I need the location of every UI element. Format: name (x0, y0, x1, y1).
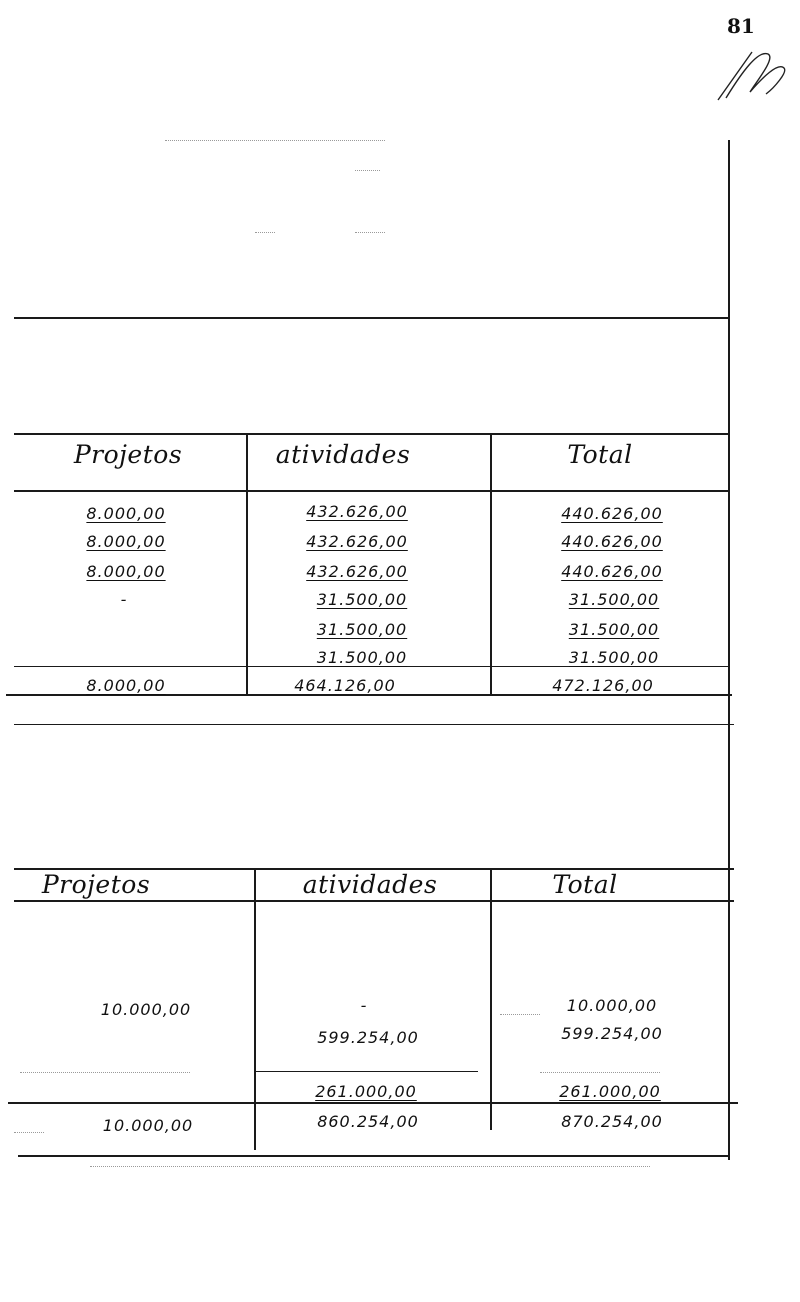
table2-header-atividades: atividades (302, 870, 438, 899)
scan-artifact (355, 232, 385, 234)
table1-cell: 8.000,00 (86, 562, 166, 581)
table1-col-divider (246, 433, 248, 695)
right-margin-rule (728, 140, 730, 1160)
table2-cell: 599.254,00 (561, 1024, 663, 1043)
table1-cell: 31.500,00 (568, 648, 660, 667)
table2-cell: 10.000,00 (566, 996, 658, 1015)
table1-cell: 8.000,00 (86, 532, 166, 551)
table1-cell: 432.626,00 (306, 532, 408, 551)
table2-cell: 599.254,00 (317, 1028, 419, 1047)
table1-cell: 440.626,00 (561, 562, 663, 581)
table1-total: 464.126,00 (294, 676, 396, 695)
scan-artifact (540, 1072, 660, 1074)
table2-col-divider (254, 868, 256, 1150)
table1-cell: 440.626,00 (561, 504, 663, 523)
table2-bottom-rule (18, 1155, 730, 1157)
scan-artifact (355, 170, 380, 172)
table2-cell: 10.000,00 (100, 1000, 192, 1019)
table2-col-divider (490, 868, 492, 1130)
section-rule (14, 724, 734, 725)
table2-header-total: Total (552, 870, 618, 899)
table1-total: 8.000,00 (86, 676, 166, 695)
table1-cell: 31.500,00 (316, 620, 408, 639)
table1-cell: - (120, 590, 128, 609)
scan-artifact (20, 1072, 190, 1074)
table1-header-rule (14, 490, 730, 492)
table1-cell: 432.626,00 (306, 562, 408, 581)
table2-subtotal-rule (256, 1071, 478, 1072)
table1-header-atividades: atividades (275, 440, 411, 469)
scan-artifact (165, 140, 385, 142)
scan-artifact (14, 1132, 44, 1134)
table2-total: 10.000,00 (102, 1116, 194, 1135)
table1-cell: 440.626,00 (561, 532, 663, 551)
table1-total: 472.126,00 (552, 676, 654, 695)
scan-artifact (500, 1014, 540, 1016)
section-rule (14, 317, 728, 319)
table2-total-rule (8, 1102, 738, 1104)
table1-header-total: Total (567, 440, 633, 469)
table2-header-rule (14, 900, 734, 902)
table2-cell: 261.000,00 (559, 1082, 661, 1101)
table1-cell: 31.500,00 (316, 590, 408, 609)
table1-cell: 8.000,00 (86, 504, 166, 523)
page-number: 81 (727, 14, 755, 38)
table2-total: 870.254,00 (561, 1112, 663, 1131)
table1-top-rule (14, 433, 730, 435)
table1-header-projetos: Projetos (73, 440, 183, 469)
table2-cell: 261.000,00 (315, 1082, 417, 1101)
scan-artifact (90, 1166, 650, 1168)
table1-cell: 31.500,00 (568, 620, 660, 639)
table1-col-divider (490, 433, 492, 695)
signature-initials (712, 42, 792, 106)
scan-artifact (255, 232, 275, 234)
table1-cell: 432.626,00 (306, 502, 408, 521)
table2-cell: - (360, 996, 368, 1015)
table2-total: 860.254,00 (317, 1112, 419, 1131)
table1-cell: 31.500,00 (568, 590, 660, 609)
table2-header-projetos: Projetos (41, 870, 151, 899)
table1-cell: 31.500,00 (316, 648, 408, 667)
